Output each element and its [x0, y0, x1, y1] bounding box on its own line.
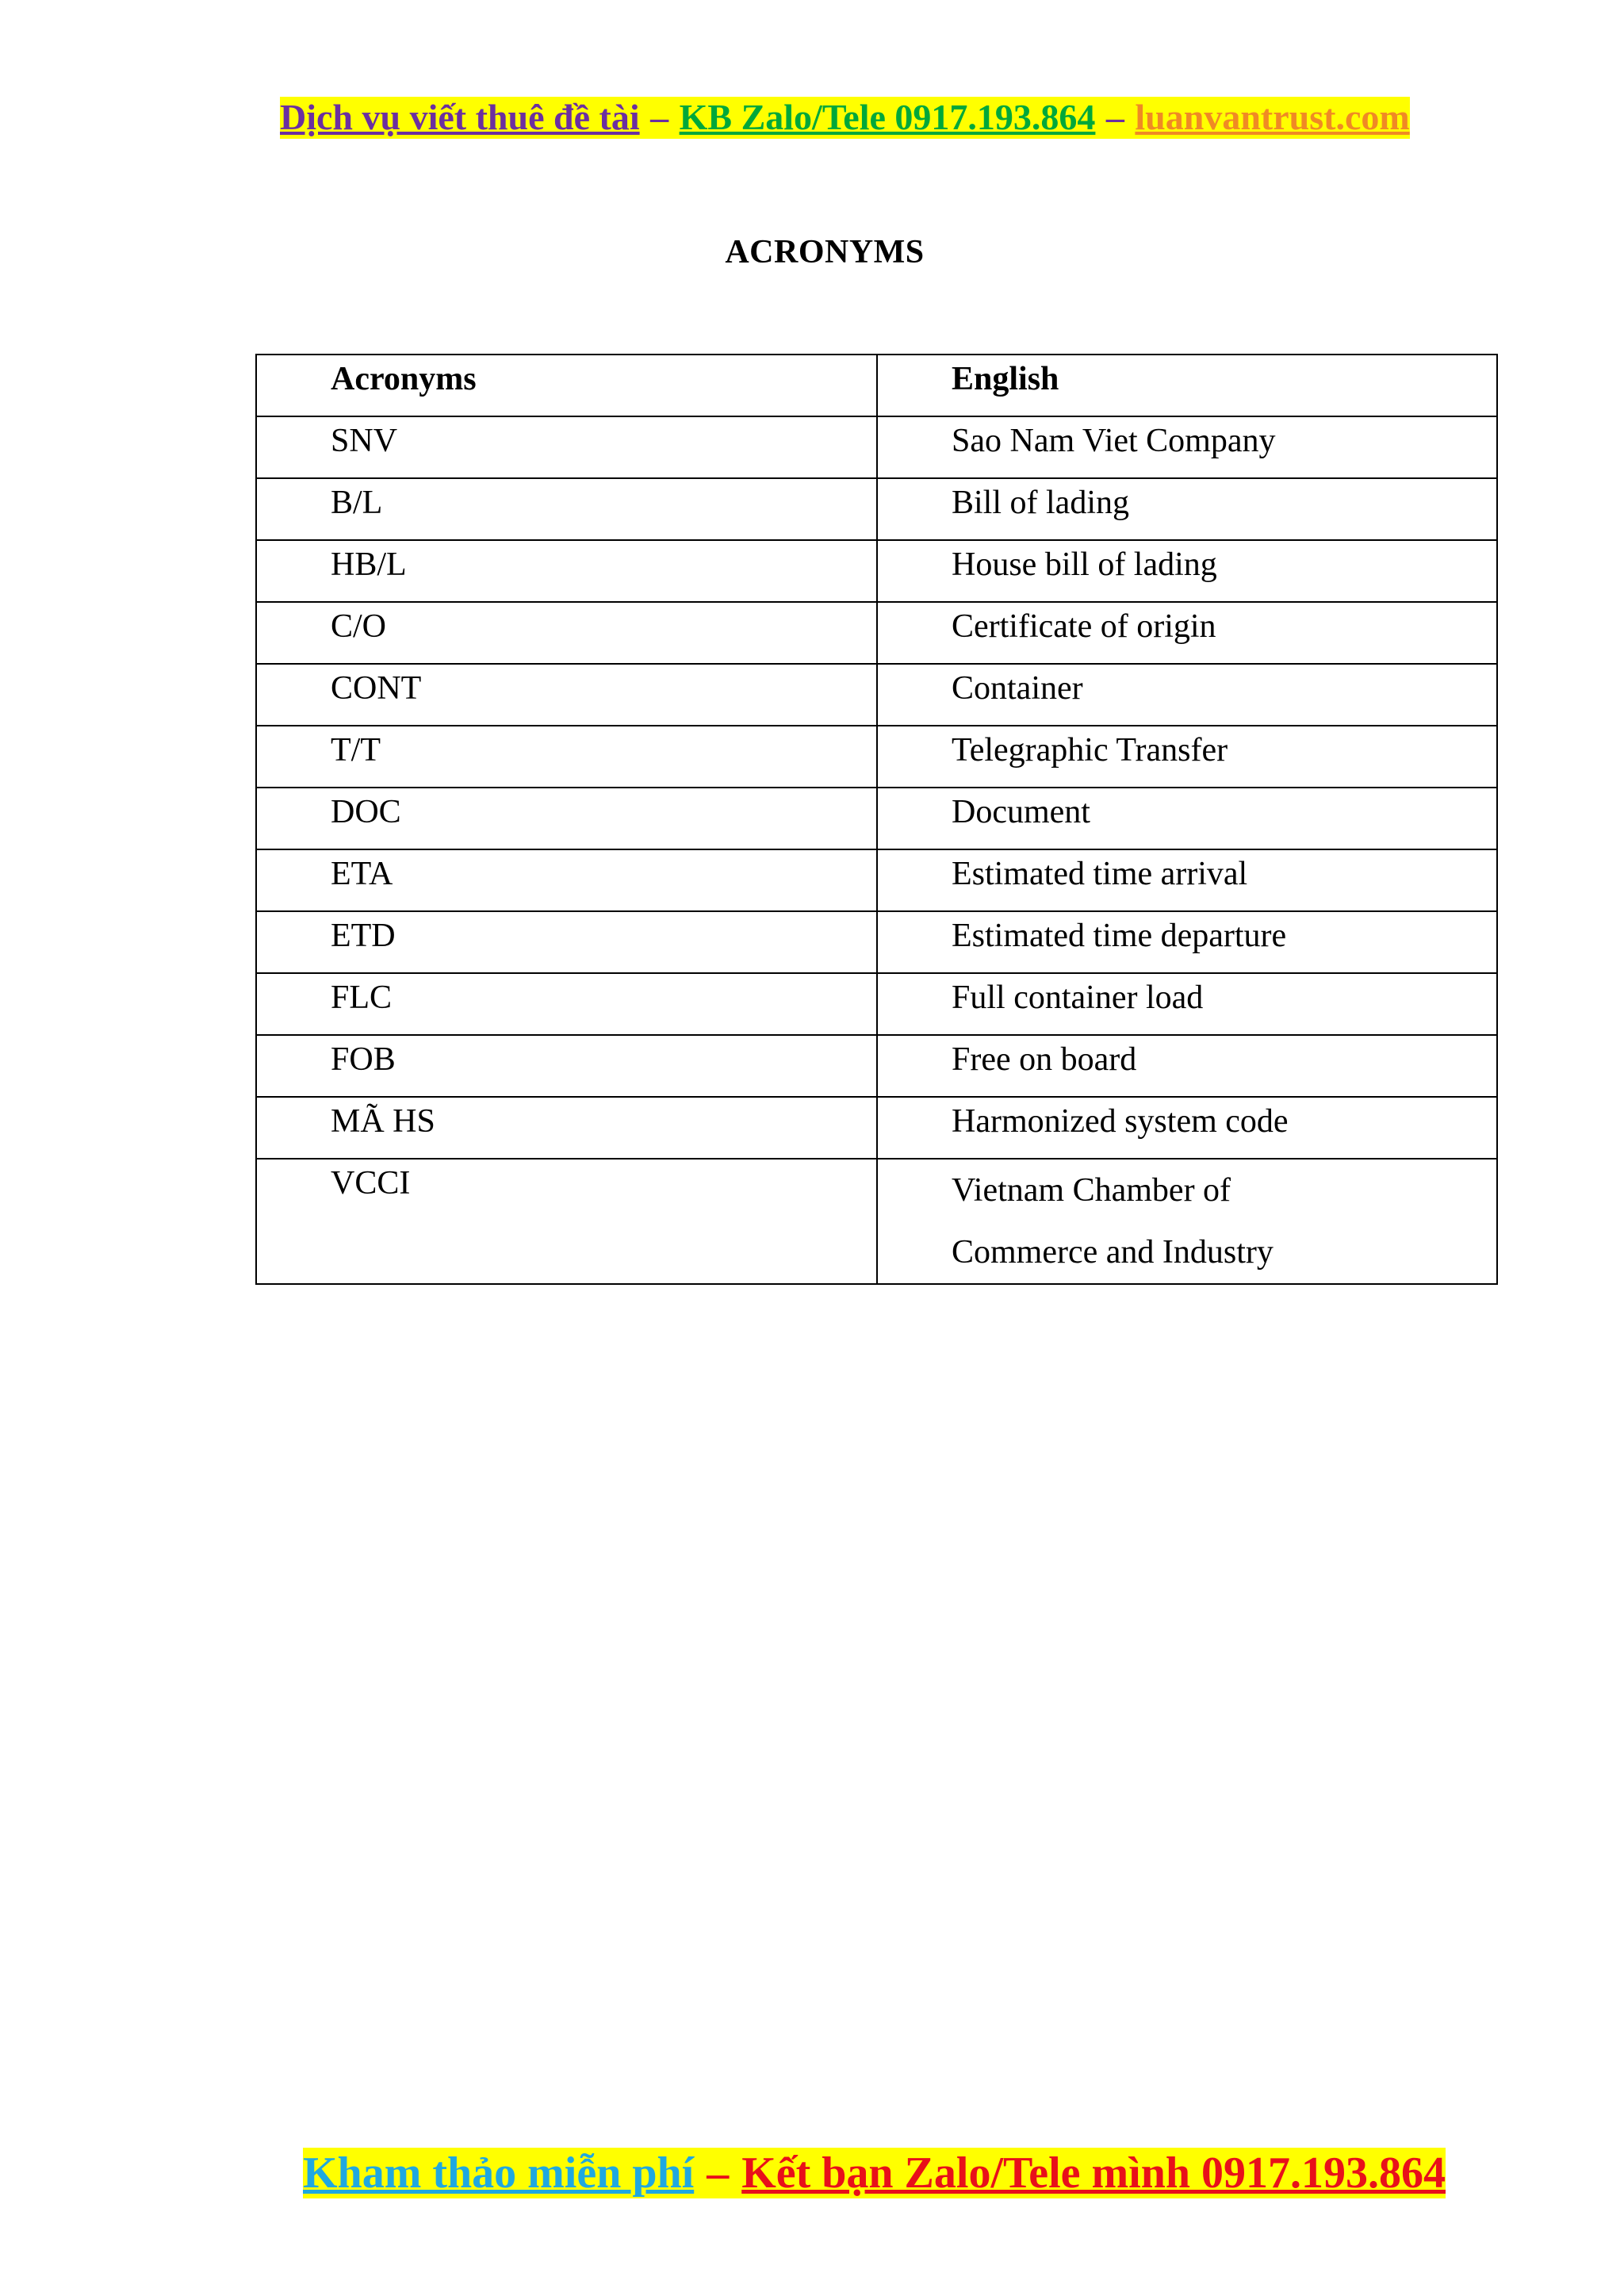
acronym-cell: FLC [256, 973, 877, 1035]
table-row [256, 726, 1497, 788]
table-row [256, 664, 1497, 726]
acronyms-table [255, 354, 1498, 1285]
footer-banner [303, 2148, 1446, 2198]
english-cell: House bill of lading [877, 540, 1497, 602]
acronym-cell: B/L [256, 478, 877, 540]
acronym-cell: C/O [256, 602, 877, 664]
table-row [256, 788, 1497, 849]
acronym-cell: ETD [256, 911, 877, 973]
english-cell [877, 1159, 1497, 1284]
acronym-cell: ETA [256, 849, 877, 911]
acronyms-table-body [256, 416, 1497, 1284]
table-row [256, 1159, 1497, 1284]
english-cell: Document [877, 788, 1497, 849]
english-cell: Certificate of origin [877, 602, 1497, 664]
table-row [256, 602, 1497, 664]
table-row [256, 1035, 1497, 1097]
english-cell: Free on board [877, 1035, 1497, 1097]
table-row [256, 1097, 1497, 1159]
english-cell: Container [877, 664, 1497, 726]
table-row [256, 478, 1497, 540]
acronym-cell: CONT [256, 664, 877, 726]
english-cell: Bill of lading [877, 478, 1497, 540]
table-row [256, 973, 1497, 1035]
english-cell: Estimated time arrival [877, 849, 1497, 911]
acronym-cell: MÃ HS [256, 1097, 877, 1159]
header-website-link[interactable]: luanvantrust.com [1135, 97, 1410, 137]
table-row [256, 849, 1497, 911]
english-cell: Full container load [877, 973, 1497, 1035]
header-service-link[interactable]: Dịch vụ viết thuê đề tài [280, 97, 640, 137]
acronym-cell: DOC [256, 788, 877, 849]
acronym-cell: SNV [256, 416, 877, 478]
table-row [256, 911, 1497, 973]
table-row [256, 540, 1497, 602]
acronym-cell: VCCI [256, 1159, 877, 1284]
acronym-column-header: Acronyms [256, 355, 877, 416]
english-cell: Telegraphic Transfer [877, 726, 1497, 788]
table-header-row [256, 355, 1497, 416]
english-column-header: English [877, 355, 1497, 416]
footer-contact-link[interactable]: Kết bạn Zalo/Tele mình 0917.193.864 [741, 2148, 1446, 2198]
page-title: ACRONYMS [725, 234, 925, 270]
header-contact-link[interactable]: KB Zalo/Tele 0917.193.864 [679, 97, 1096, 137]
header-separator-2: – [1105, 97, 1124, 137]
table-row [256, 416, 1497, 478]
acronym-cell: T/T [256, 726, 877, 788]
acronym-cell: HB/L [256, 540, 877, 602]
english-cell: Harmonized system code [877, 1097, 1497, 1159]
footer-free-reference-link[interactable]: Kham thảo miễn phí [303, 2148, 695, 2198]
english-cell: Estimated time departure [877, 911, 1497, 973]
acronym-cell: FOB [256, 1035, 877, 1097]
english-cell: Sao Nam Viet Company [877, 416, 1497, 478]
english-cell-text: Vietnam Chamber of Commerce and Industry [952, 1172, 1274, 1271]
header-banner [280, 97, 1410, 139]
footer-separator: – [707, 2148, 730, 2198]
header-separator-1: – [650, 97, 669, 137]
